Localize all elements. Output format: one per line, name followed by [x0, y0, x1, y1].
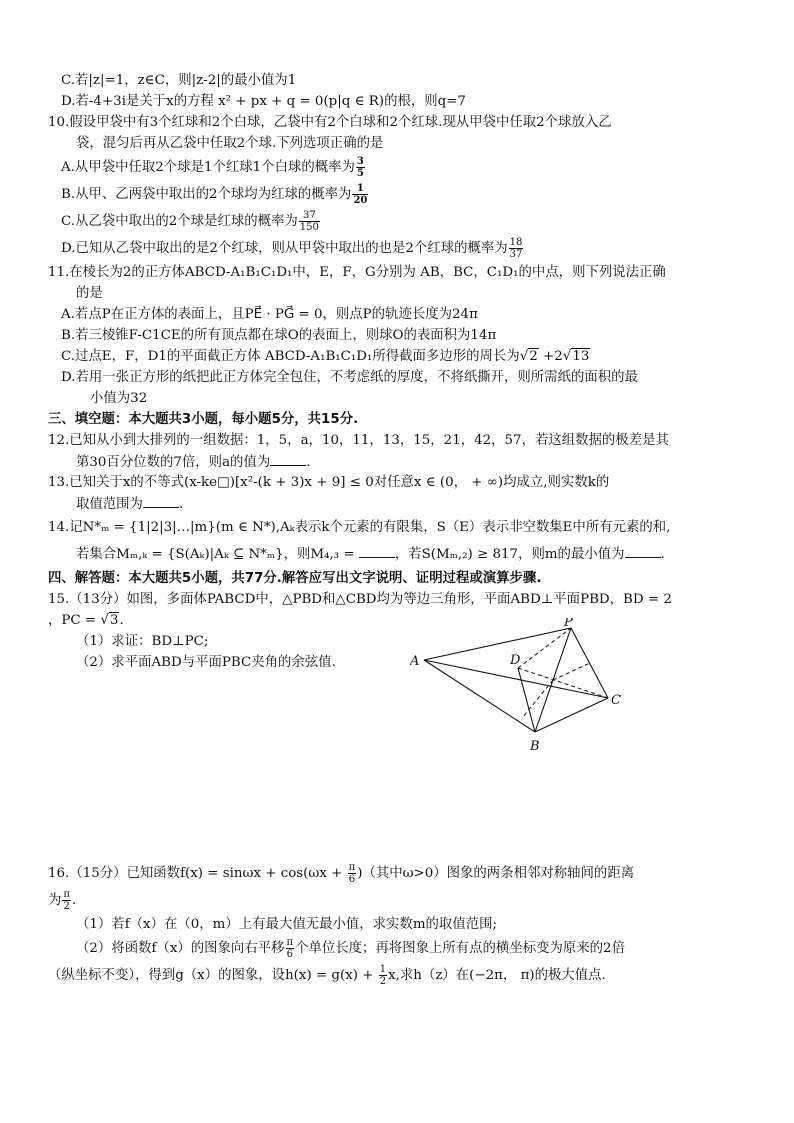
- polyhedron-diagram: [410, 618, 640, 758]
- answer-blank: [625, 543, 661, 558]
- fraction: $\frac{1}{2}$: [379, 964, 387, 987]
- answer-blank: [270, 451, 306, 466]
- question-12-stem: 12.已知从小到大排列的一组数据：1，5，a，10，11，13，15，21，42，57，若这组数据的极差是其: [48, 433, 669, 448]
- question-15-stem-cont: ，PC = √3.: [48, 610, 760, 631]
- option-11c: C.过点E，F，D1的平面截正方体 ABCD-A₁B₁C₁D₁所得截面多边形的周长为√2 +2√13: [48, 346, 760, 367]
- question-12-stem-cont: 第30百分位数的7倍，则a的值为 .: [48, 451, 760, 472]
- option-10b: B.从甲、乙两袋中取出的2个球均为红球的概率为 $\frac{1}{20}$: [61, 183, 368, 206]
- question-16-part-2: （2）将函数f（x）的图象向右平移 $\frac{\pi}{6}$ 个单位长度；再将图象上所有点的横坐标变为原来的2倍: [76, 937, 625, 960]
- option-9d: D.若-4+3i是关于x的方程 x² + px + q = 0(p|q ∈ R)的根，则q=7: [61, 94, 466, 109]
- edge-bc: [535, 698, 608, 732]
- fraction: $\frac{\pi}{2}$: [63, 889, 70, 912]
- edge-pc: [571, 628, 608, 698]
- sqrt-expression: √13: [562, 349, 590, 364]
- vertex-label-c: C: [611, 693, 621, 708]
- vertex-label-a: A: [410, 654, 420, 669]
- question-13-stem-cont: 取值范围为 .: [48, 493, 760, 514]
- option-11d-cont: 小值为32: [90, 391, 148, 406]
- sqrt-expression: √3: [100, 613, 119, 628]
- question-11-stem: 11.在棱长为2的正方体ABCD-A₁B₁C₁D₁中，E，F，G分别为 AB，BC，C₁D₁的中点，则下列说法正确: [48, 265, 666, 280]
- question-16-part-2-cont: （纵坐标不变），得到g（x）的图象，设h(x) = g(x) + $\frac{1}{2}$ x,求h（z）在(−2π， π)的极大值点.: [48, 964, 606, 987]
- question-10-stem-cont: 袋，混匀后再从乙袋中任取2个球.下列选项正确的是: [76, 136, 384, 151]
- question-16-stem: 16.（15分）已知函数f(x) = sinωx + cos(ωx + $\frac{\pi}{6}$ )（其中ω>0）图象的两条相邻对称轴间的距离: [48, 862, 635, 885]
- sqrt-expression: √2: [519, 349, 538, 364]
- question-16: [48, 860, 760, 989]
- fraction: $\frac{18}{37}$: [509, 237, 523, 260]
- edge-ap: [424, 628, 571, 660]
- vertex-label-p: P: [564, 618, 573, 630]
- fraction: $\frac{1}{20}$: [353, 183, 368, 206]
- answer-blank: [143, 493, 179, 508]
- option-10d: D.已知从乙袋中取出的是2个红球，则从甲袋中取出的也是2个红球的概率为 $\frac{18}{37}$: [61, 237, 523, 260]
- option-9c: C.若|z|=1，z∈C，则|z-2|的最小值为1: [61, 73, 297, 88]
- question-14-stem: 14.记N*ₘ = {1|2|3|…|m}(m ∈ N*),Aₖ表示k个元素的有限集，S（E）表示非空数集E中所有元素的和,: [48, 520, 671, 535]
- option-10c: C.从乙袋中取出的2个球是红球的概率为 $\frac{37}{150}$: [61, 210, 319, 233]
- question-16-stem-cont: 为 $\frac{\pi}{2}$ .: [48, 889, 77, 912]
- question-10-stem: 10.假设甲袋中有3个红球和2个白球，乙袋中有2个白球和2个红球.现从甲袋中任取2个球放入乙: [48, 115, 612, 130]
- question-15-stem: 15.（13分）如图，多面体PABCD中，△PBD和△CBD均为等边三角形，平面ABD⊥平面PBD，BD = 2: [48, 592, 672, 607]
- polyhedron-figure: [410, 618, 640, 758]
- question-11-stem-cont: 的是: [76, 286, 103, 301]
- question-13-stem: 13.已知关于x的不等式(x-ke□)[x²-(k + 3)x + 9] ≤ 0对任意x ∈ (0， + ∞)均成立,则实数k的: [48, 475, 610, 490]
- section-4-heading: 四、解答题：本大题共5小题，共77分.解答应写出文字说明、证明过程或演算步骤.: [48, 571, 542, 586]
- option-11a: A.若点P在正方体的表面上，且PE⃗ · PG⃗ = 0，则点P的轨迹长度为24π: [61, 307, 478, 322]
- question-15-part-1: （1）求证：BD⊥PC;: [76, 634, 209, 649]
- option-11d: D.若用一张正方形的纸把此正方体完全包住，不考虑纸的厚度，不将纸撕开，则所需纸的面积的最: [61, 370, 638, 385]
- vertex-label-b: B: [530, 739, 540, 754]
- option-10a: A.从甲袋中任取2个球是1个红球1个白球的概率为 $\frac{3}{5}$: [61, 156, 364, 179]
- fraction: $\frac{\pi}{6}$: [286, 937, 294, 960]
- exam-page: [48, 70, 760, 673]
- section-3-heading: 三、填空题：本大题共3小题，每小题5分，共15分.: [48, 412, 359, 427]
- question-16-part-1: （1）若f（x）在（0，m）上有最大值无最小值，求实数m的取值范围;: [76, 917, 497, 932]
- question-14-stem-cont: 若集合Mₘ,ₖ = {S(Aₖ)|Aₖ ⊆ N*ₘ}，则M₄,₃ = ，若S(Mₘ,₂) ≥ 817，则m的最小值为 .: [48, 541, 760, 568]
- question-15-part-2: （2）求平面ABD与平面PBC夹角的余弦值.: [76, 655, 336, 670]
- fraction: $\frac{\pi}{6}$: [348, 862, 356, 885]
- answer-blank: [359, 543, 395, 558]
- option-11b: B.若三棱锥F-C1CE的所有顶点都在球O的表面上，则球O的表面积为14π: [61, 328, 497, 343]
- fraction: $\frac{3}{5}$: [356, 156, 364, 179]
- fraction: $\frac{37}{150}$: [299, 210, 319, 233]
- vertex-label-d: D: [510, 653, 521, 668]
